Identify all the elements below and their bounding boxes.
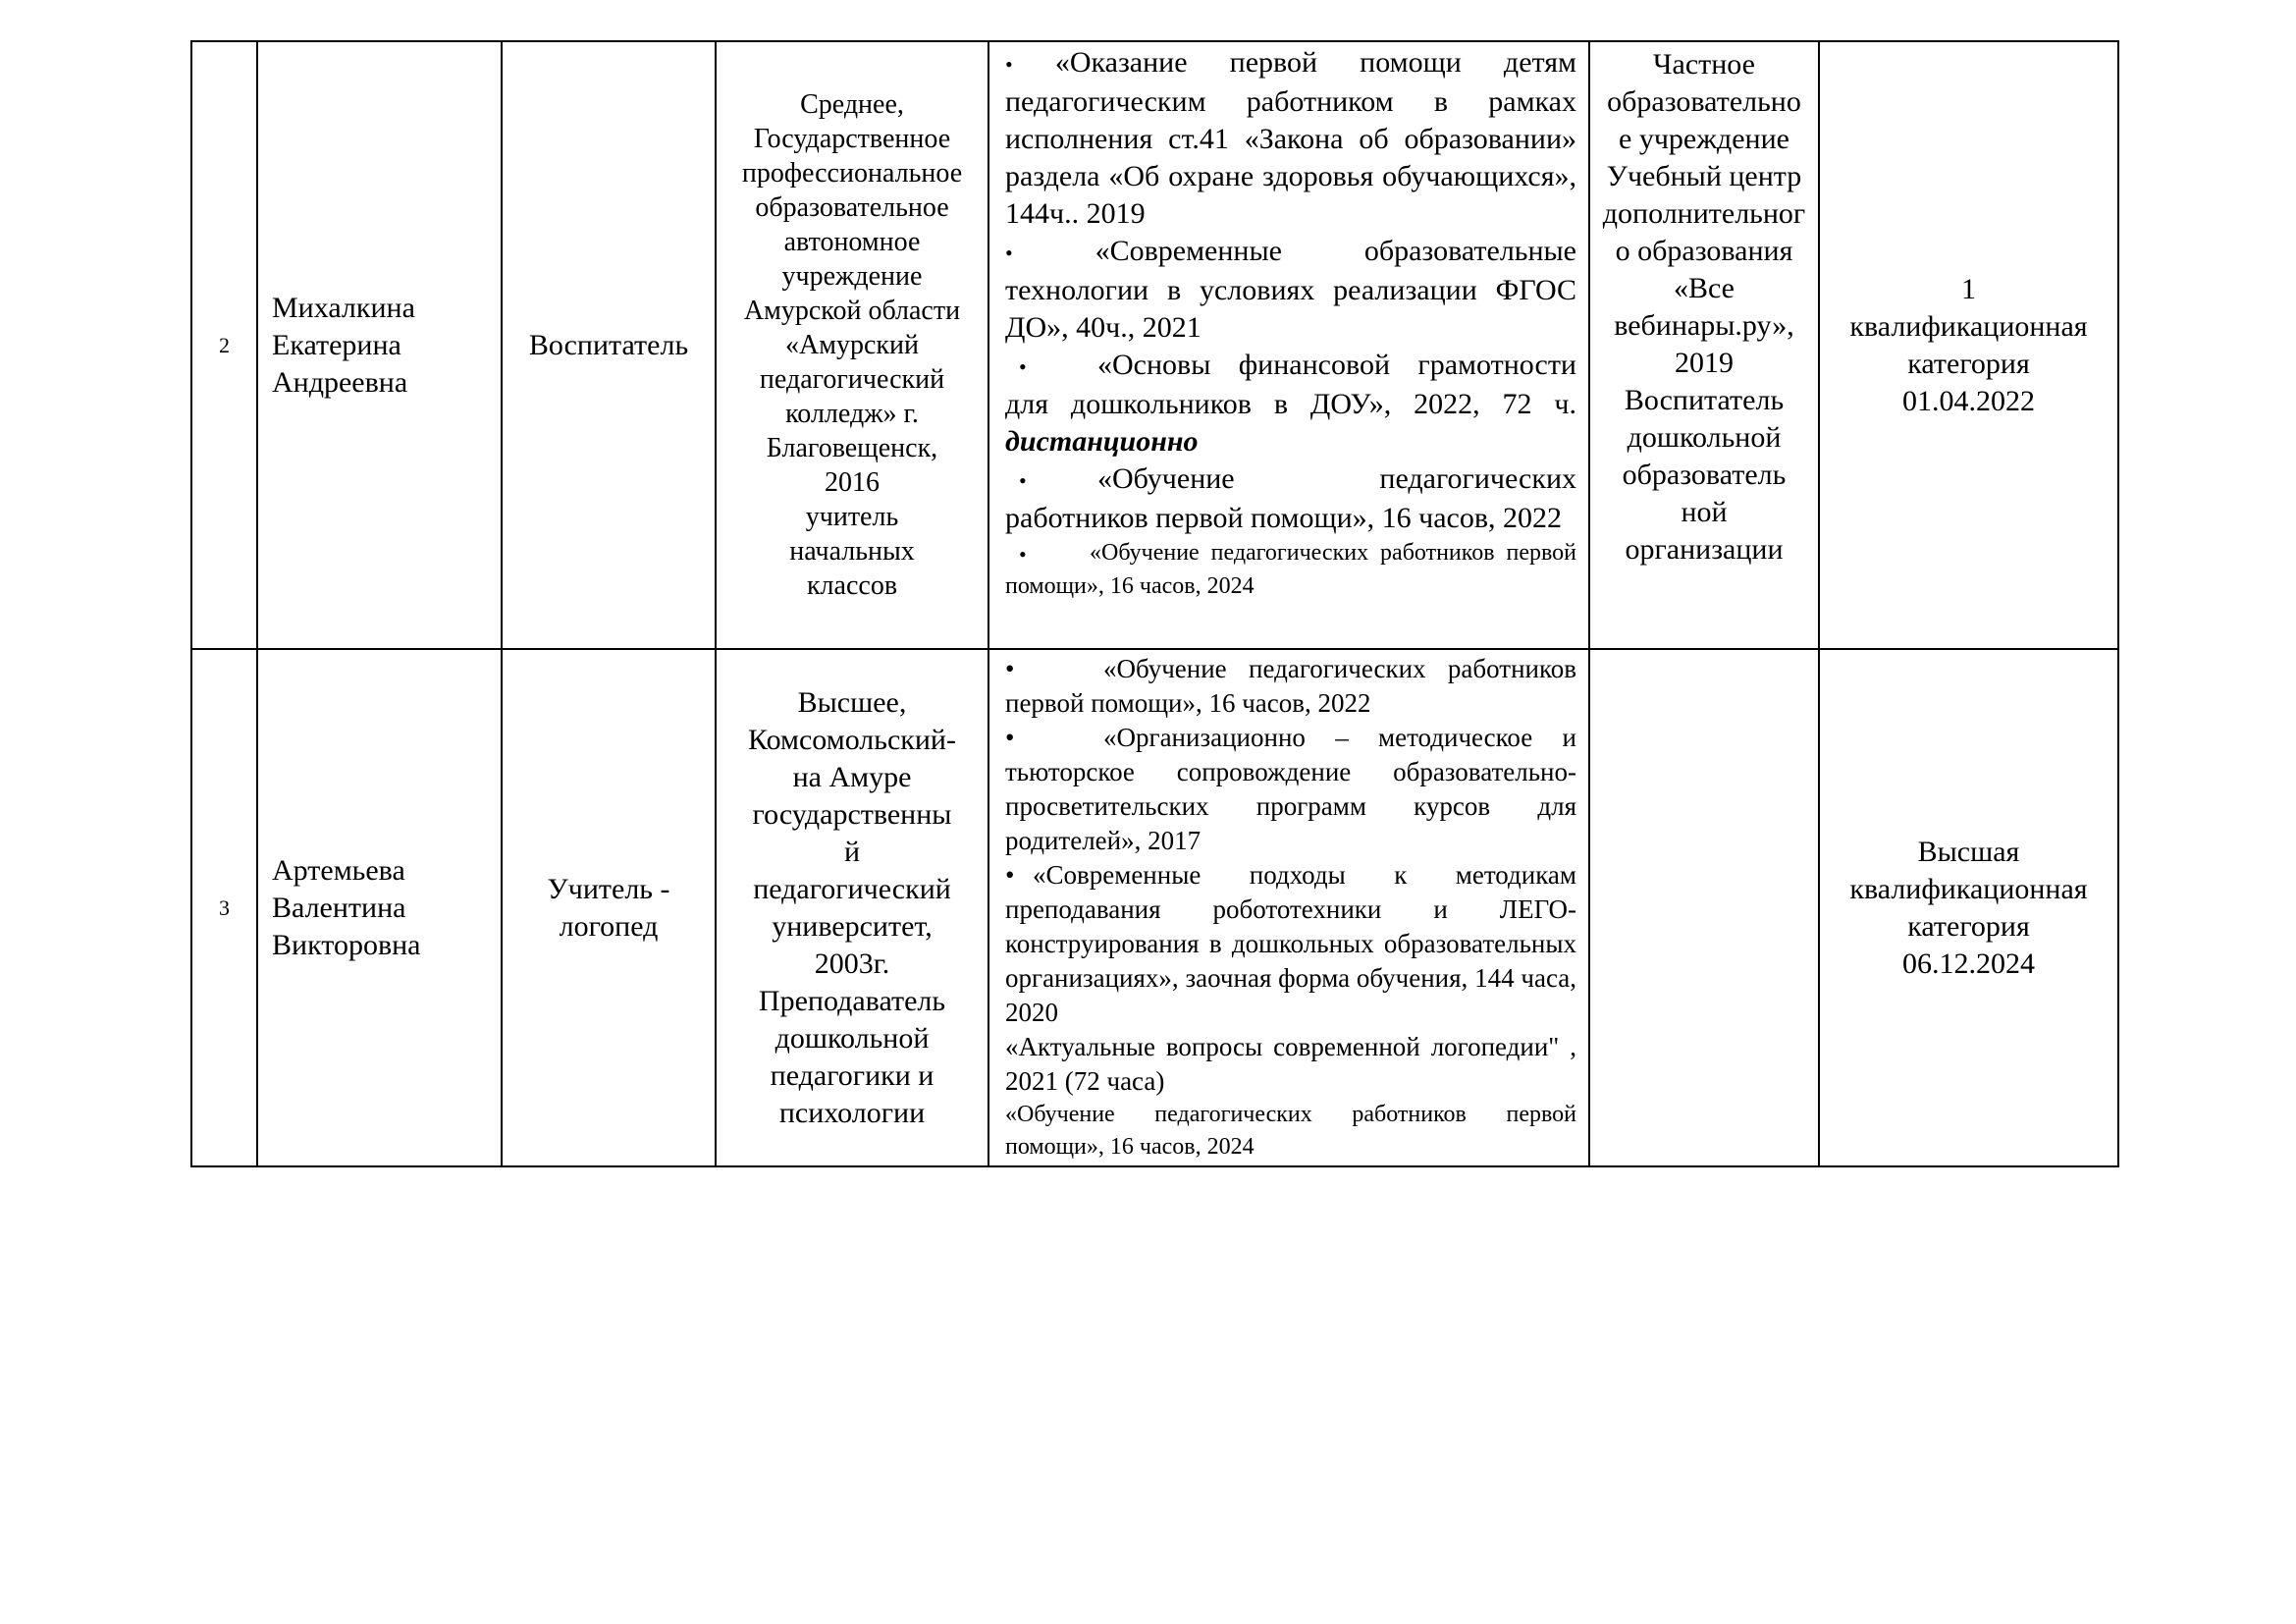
course-item: • «Обучение педагогических работников первой помощи», 16 часов, 2022 — [1005, 462, 1576, 535]
course-item: • «Оказание первой помощи детям педагогическим работником в рамках исполнения ст.41 «Закона об образовании» раздела «Об охране здоровья обучающихся», 144ч.. 2019 — [1005, 46, 1577, 231]
course-item: • «Обучение педагогических работников первой помощи», 16 часов, 2024 — [1005, 537, 1576, 603]
bullet-icon: • — [1005, 241, 1013, 266]
training-organization: Частное образовательно е учреждение Учебный центр дополнительног о образования «Все вебинары.ру», 2019 Воспитатель дошкольной образователь ной организации — [1589, 41, 1819, 649]
employee-name: Артемьева Валентина Викторовна — [257, 649, 502, 1166]
qualification-category: Высшая квалификационная категория 06.12.2024 — [1819, 649, 2118, 1166]
table-row — [191, 649, 2118, 1166]
bullet-icon: • — [1005, 52, 1013, 78]
employee-position: Воспитатель — [502, 41, 716, 649]
bullet-icon: • — [1005, 654, 1015, 683]
bullet-icon: • — [1005, 860, 1015, 890]
bullet-icon: • — [1005, 723, 1015, 752]
qualification-category: 1 квалификационная категория 01.04.2022 — [1819, 41, 2118, 649]
staff-qualification-table — [190, 40, 2119, 1167]
row-number: 2 — [191, 41, 257, 649]
course-item: «Актуальные вопросы современной логопедии" , 2021 (72 часа) — [1005, 1032, 1576, 1096]
course-item: «Обучение педагогических работников первой помощи», 16 часов, 2024 — [1005, 1102, 1576, 1160]
bullet-icon: • — [1019, 542, 1027, 568]
employee-education: Высшее, Комсомольский- на Амуре государственны й педагогический университет, 2003г. Преподаватель дошкольной педагогики и психологии — [716, 649, 988, 1166]
training-organization — [1589, 649, 1819, 1166]
table-row — [191, 41, 2118, 649]
course-item: • «Основы финансовой грамотности для дошкольников в ДОУ», 2022, 72 ч. дистанционно — [1005, 349, 1576, 459]
employee-education: Среднее, Государственное профессиональное образовательное автономное учреждение Амурской области «Амурский педагогический колледж» г. Благовещенск, 2016 учитель начальных классов — [716, 41, 988, 649]
course-item: • «Современные образовательные технологии в условиях реализации ФГОС ДО», 40ч., 2021 — [1005, 235, 1576, 345]
employee-position: Учитель - логопед — [502, 649, 716, 1166]
training-courses — [988, 649, 1589, 1166]
training-courses — [988, 41, 1589, 649]
course-item: • «Обучение педагогических работников первой помощи», 16 часов, 2022 — [1005, 654, 1576, 718]
row-number: 3 — [191, 649, 257, 1166]
course-item: • «Современные подходы к методикам преподавания робототехники и ЛЕГО-конструирования в дошкольных образовательных организациях», заочная форма обучения, 144 часа, 2020 — [1005, 860, 1576, 1027]
course-item: • «Организационно – методическое и тьюторское сопровождение образовательно-просветительских программ курсов для родителей», 2017 — [1005, 723, 1576, 855]
bullet-icon: • — [1019, 468, 1027, 494]
employee-name: Михалкина Екатерина Андреевна — [257, 41, 502, 649]
bullet-icon: • — [1019, 354, 1027, 380]
distance-learning-note: дистанционно — [1005, 425, 1199, 459]
